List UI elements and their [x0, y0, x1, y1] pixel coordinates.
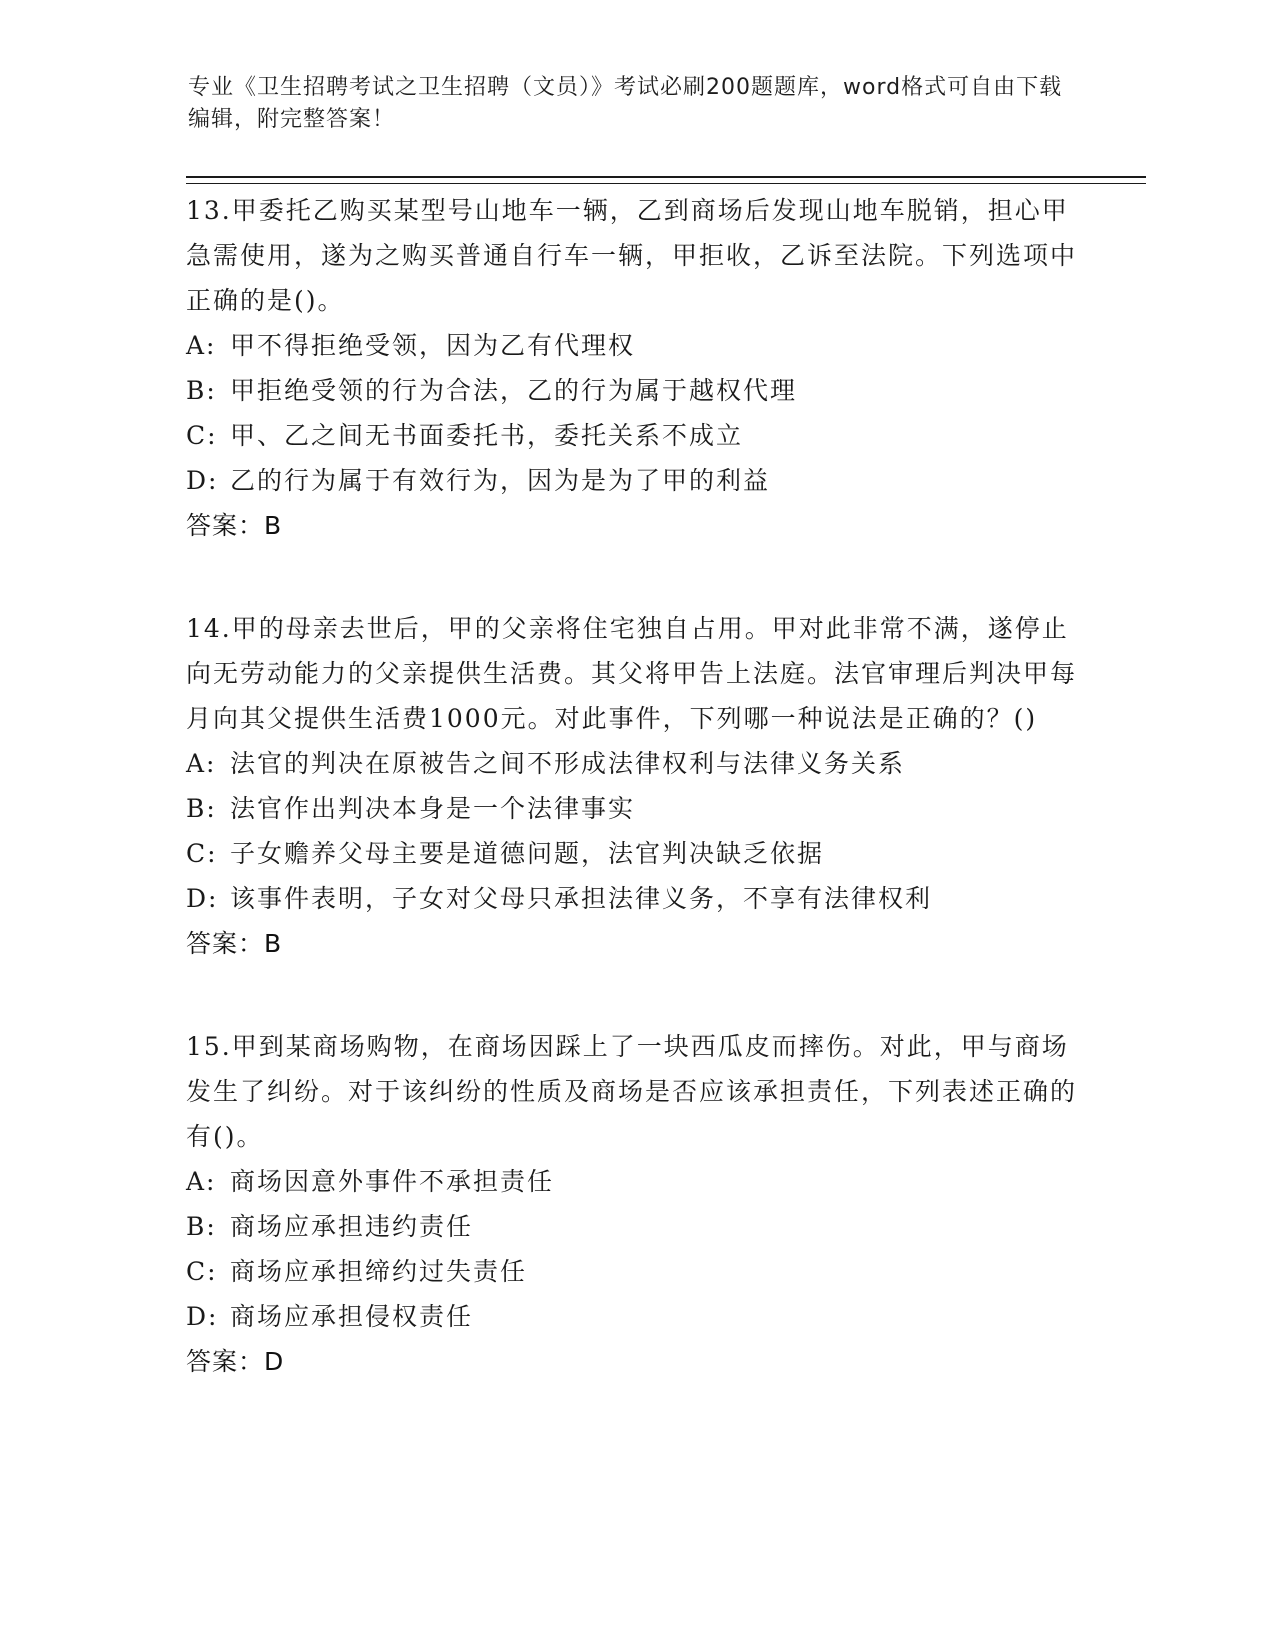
option-text: 商场应承担违约责任 [230, 1212, 474, 1241]
header-divider [186, 176, 1146, 184]
question-13 [186, 188, 1086, 548]
option-d [186, 1294, 1086, 1339]
option-text: 该事件表明，子女对父母只承担法律义务，不享有法律权利 [230, 884, 933, 913]
option-text: 子女赡养父母主要是道德问题，法官判决缺乏依据 [230, 839, 825, 868]
question-14 [186, 606, 1086, 966]
option-key: B: [186, 1212, 217, 1241]
question-stem: 15.甲到某商场购物，在商场因踩上了一块西瓜皮而摔伤。对此，甲与商场发生了纠纷。对于该纠纷的性质及商场是否应该承担责任，下列表述正确的有()。 [186, 1032, 1078, 1151]
document-header: 专业《卫生招聘考试之卫生招聘（文员）》考试必刷200题题库，word格式可自由下载编辑，附完整答案！ [188, 75, 1063, 132]
option-a [186, 323, 1086, 368]
option-text: 商场因意外事件不承担责任 [230, 1167, 555, 1196]
option-key: C: [186, 421, 218, 450]
option-d [186, 876, 1086, 921]
option-key: A: [186, 1167, 217, 1196]
answer: 答案：B [186, 929, 283, 958]
option-c [186, 831, 1086, 876]
option-a [186, 1159, 1086, 1204]
answer: 答案：B [186, 511, 283, 540]
option-key: C: [186, 1257, 218, 1286]
option-key: A: [186, 331, 217, 360]
option-text: 商场应承担缔约过失责任 [230, 1257, 528, 1286]
question-stem: 14.甲的母亲去世后，甲的父亲将住宅独自占用。甲对此非常不满，遂停止向无劳动能力的父亲提供生活费。其父将甲告上法庭。法官审理后判决甲每月向其父提供生活费1000元。对此事件，下列哪一种说法是正确的？() [186, 614, 1078, 733]
option-text: 法官的判决在原被告之间不形成法律权利与法律义务关系 [230, 749, 906, 778]
option-key: D: [186, 884, 219, 913]
option-text: 乙的行为属于有效行为，因为是为了甲的利益 [230, 466, 771, 495]
option-text: 甲不得拒绝受领，因为乙有代理权 [230, 331, 636, 360]
option-key: B: [186, 794, 217, 823]
option-text: 甲拒绝受领的行为合法，乙的行为属于越权代理 [230, 376, 798, 405]
question-stem: 13.甲委托乙购买某型号山地车一辆，乙到商场后发现山地车脱销，担心甲急需使用，遂为之购买普通自行车一辆，甲拒收，乙诉至法院。下列选项中正确的是()。 [186, 196, 1078, 315]
option-key: D: [186, 1302, 219, 1331]
question-15 [186, 1024, 1086, 1384]
option-key: C: [186, 839, 218, 868]
option-c [186, 413, 1086, 458]
option-a [186, 741, 1086, 786]
option-d [186, 458, 1086, 503]
option-key: D: [186, 466, 219, 495]
option-text: 商场应承担侵权责任 [230, 1302, 474, 1331]
option-text: 甲、乙之间无书面委托书，委托关系不成立 [230, 421, 744, 450]
option-key: A: [186, 749, 217, 778]
option-c [186, 1249, 1086, 1294]
option-b [186, 368, 1086, 413]
question-list [186, 188, 1086, 1442]
answer: 答案：D [186, 1347, 285, 1376]
option-text: 法官作出判决本身是一个法律事实 [230, 794, 636, 823]
option-key: B: [186, 376, 217, 405]
option-b [186, 786, 1086, 831]
option-b [186, 1204, 1086, 1249]
